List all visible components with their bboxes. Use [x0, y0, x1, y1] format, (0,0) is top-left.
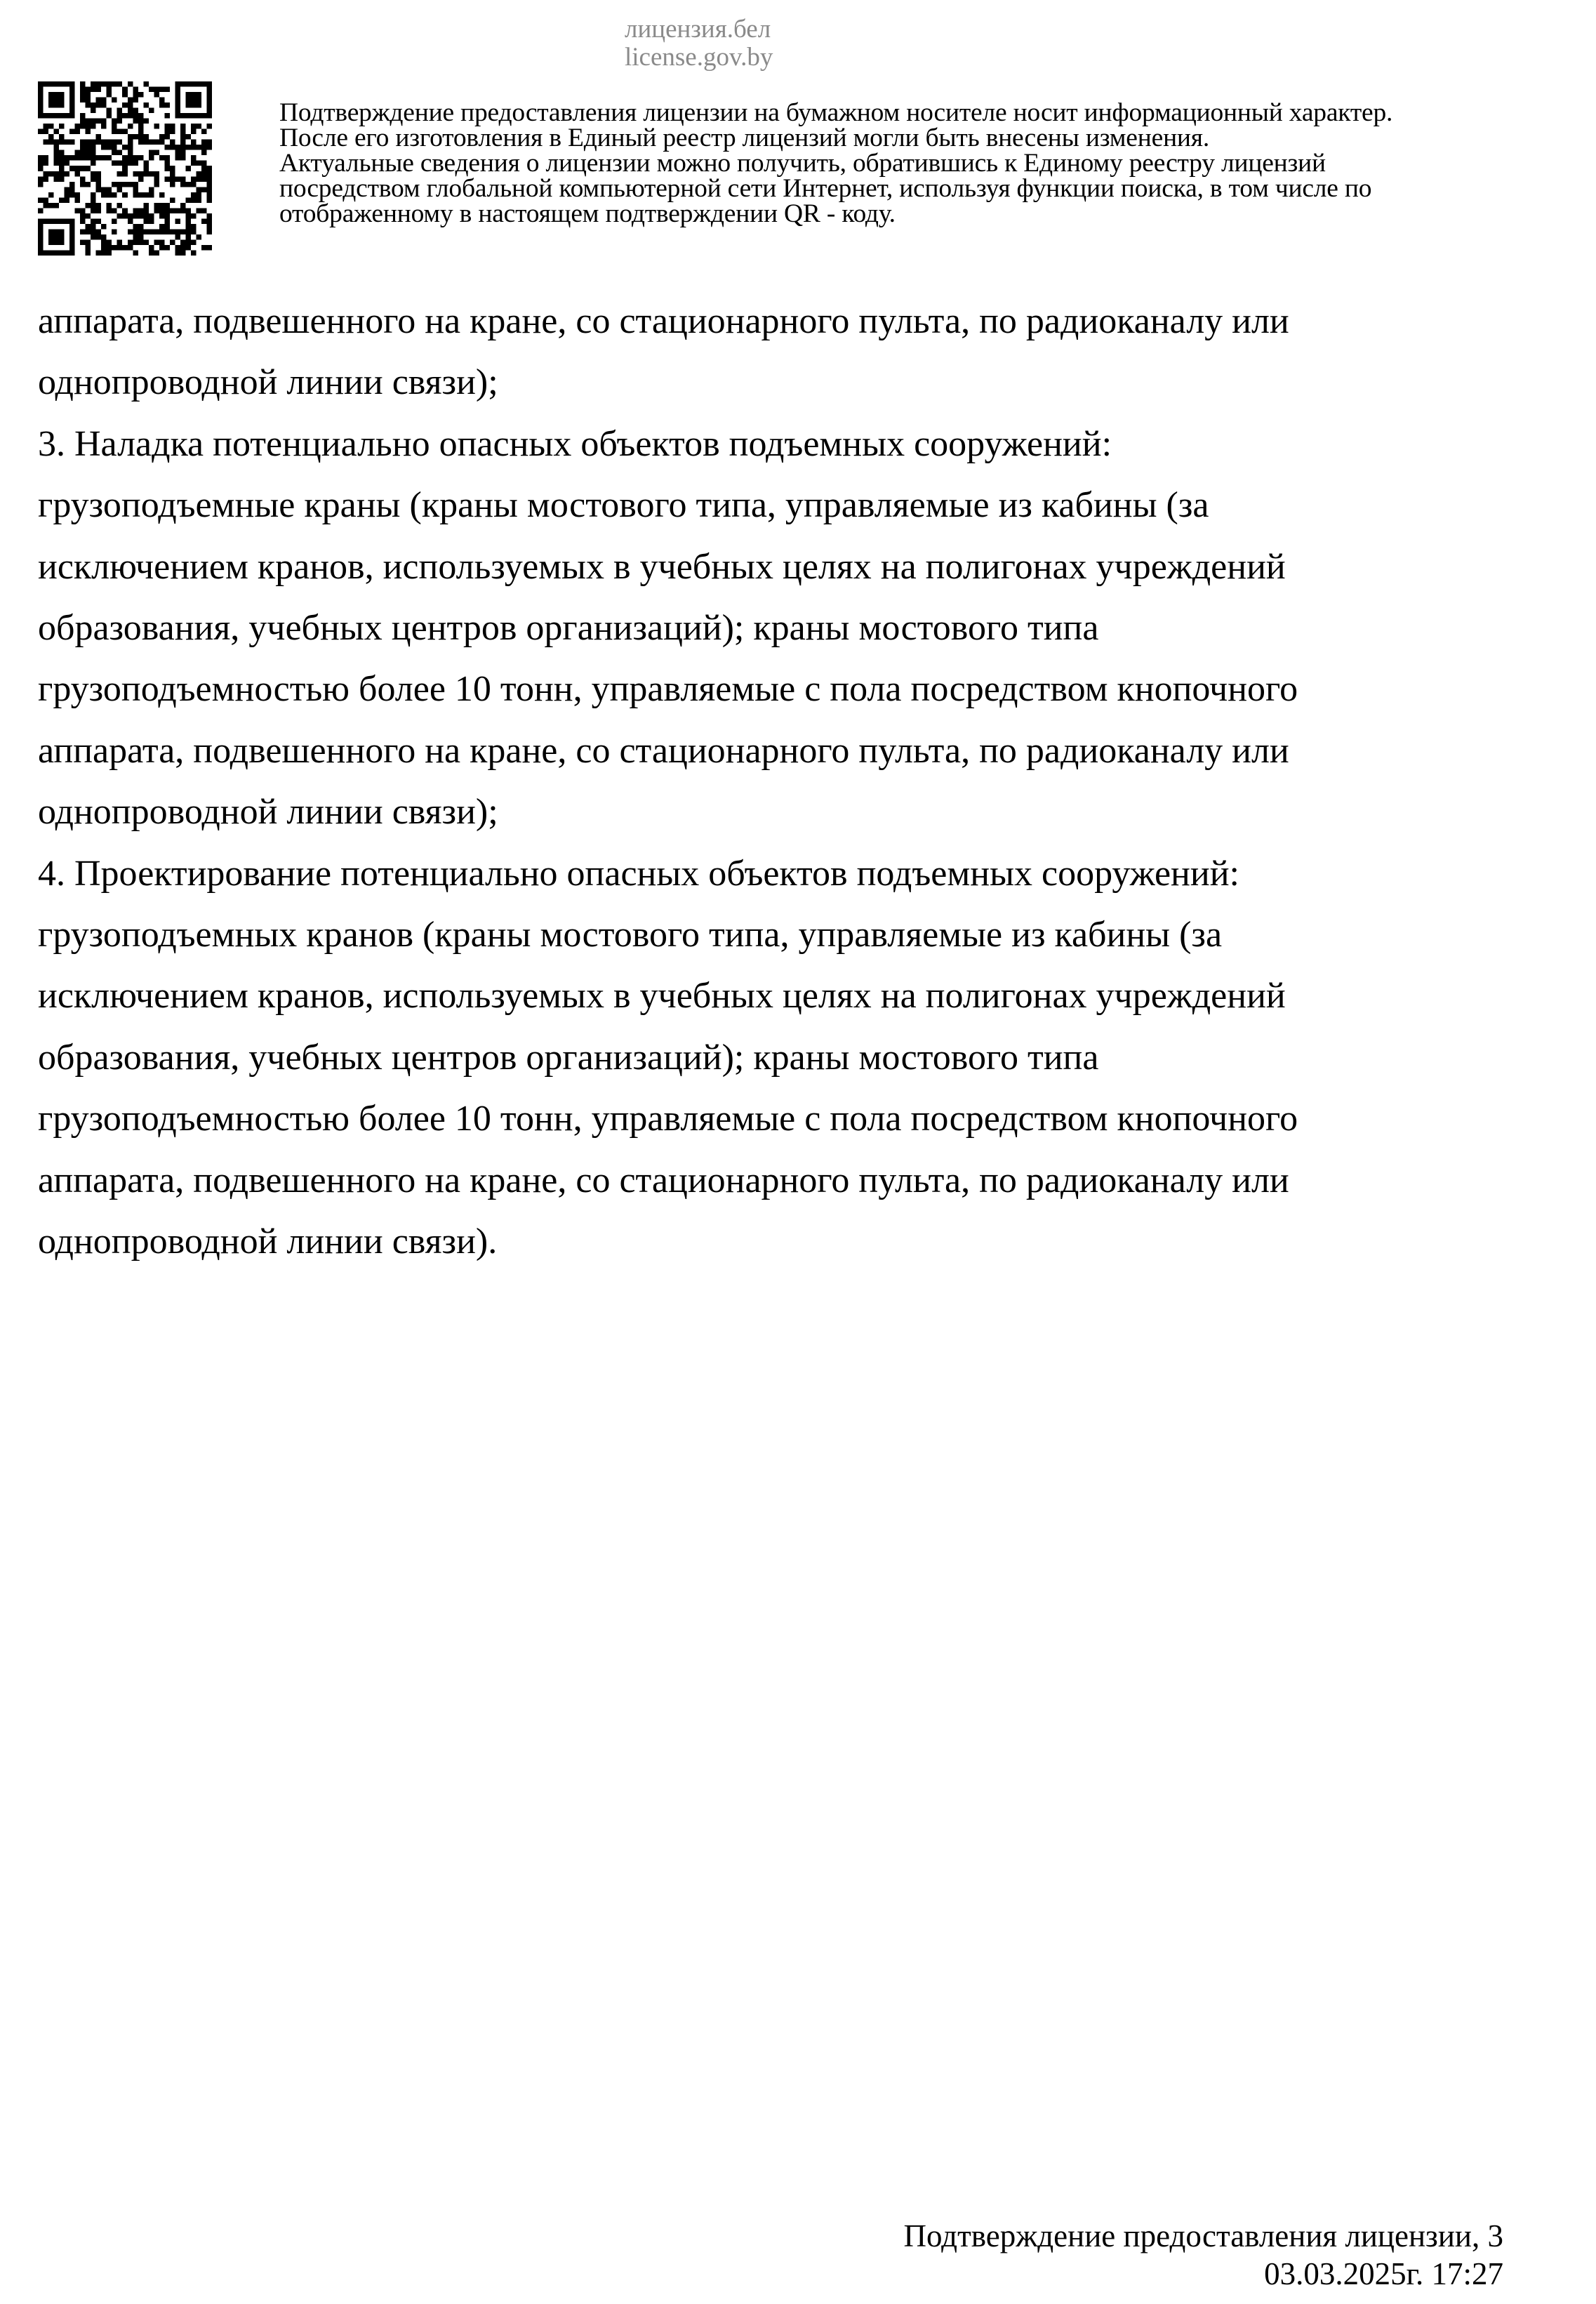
body-line: грузоподъемностью более 10 тонн, управляемые с пола посредством кнопочного — [38, 1099, 1298, 1139]
notice-line: посредством глобальной компьютерной сети Интернет, используя функции поиска, в том числе по — [279, 174, 1372, 203]
notice-line: Подтверждение предоставления лицензии на бумажном носителе носит информационный характер. — [279, 98, 1393, 127]
site-domain: license.gov.by — [625, 43, 773, 72]
body-line: аппарата, подвешенного на кране, со стационарного пульта, по радиоканалу или — [38, 730, 1289, 771]
page-footer — [661, 2217, 1503, 2293]
body-line: однопроводной линии связи). — [38, 1221, 498, 1262]
body-line: образования, учебных центров организаций); краны мостового типа — [38, 1037, 1099, 1078]
site-header — [625, 15, 835, 72]
license-activities-text — [38, 291, 1568, 1273]
body-line: однопроводной линии связи); — [38, 792, 498, 833]
body-line: грузоподъемных кранов (краны мостового типа, управляемые из кабины (за — [38, 915, 1223, 955]
footer-title: Подтверждение предоставления лицензии, 3 — [903, 2218, 1503, 2253]
body-line: образования, учебных центров организаций); краны мостового типа — [38, 608, 1099, 649]
footer-timestamp: 03.03.2025г. 17:27 — [1264, 2256, 1503, 2291]
body-line: 4. Проектирование потенциально опасных объектов подъемных сооружений: — [38, 853, 1239, 894]
notice-line: Актуальные сведения о лицензии можно получить, обратившись к Единому реестру лицензий — [279, 149, 1326, 178]
notice-line: отображенному в настоящем подтверждении QR - коду. — [279, 199, 896, 228]
body-line: 3. Наладка потенциально опасных объектов подъемных сооружений: — [38, 423, 1112, 464]
qr-code-icon — [38, 81, 212, 256]
notice-line: После его изготовления в Единый реестр лицензий могли быть внесены изменения. — [279, 124, 1210, 152]
body-line: грузоподъемные краны (краны мостового типа, управляемые из кабины (за — [38, 485, 1209, 526]
disclaimer-notice — [279, 100, 1571, 227]
body-line: аппарата, подвешенного на кране, со стационарного пульта, по радиоканалу или — [38, 1160, 1289, 1200]
site-name-ru: лицензия.бел — [625, 15, 771, 44]
body-line: исключением кранов, используемых в учебных целях на полигонах учреждений — [38, 546, 1286, 587]
body-line: исключением кранов, используемых в учебных целях на полигонах учреждений — [38, 976, 1286, 1017]
body-line: аппарата, подвешенного на кране, со стационарного пульта, по радиоканалу или — [38, 301, 1289, 341]
body-line: грузоподъемностью более 10 тонн, управляемые с пола посредством кнопочного — [38, 669, 1298, 710]
body-line: однопроводной линии связи); — [38, 362, 498, 403]
